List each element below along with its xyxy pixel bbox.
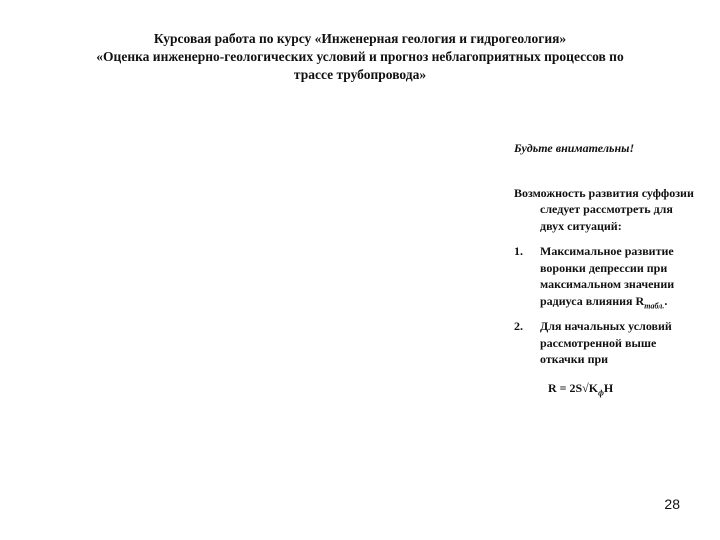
item-text-tail: .: [664, 293, 668, 308]
item-text: [540, 243, 700, 309]
warning-text: Будьте внимательны!: [514, 141, 635, 155]
title-line-1: Курсовая работа по курсу «Инженерная геология и гидрогеология»: [153, 31, 567, 46]
item-number: 2.: [514, 319, 523, 333]
intro-text: Возможность развития суффозии следует рассмотреть для двух ситуаций:: [514, 185, 694, 233]
list-item: [514, 243, 700, 309]
formula-subscript: ф: [598, 387, 604, 397]
title-line-3: трассе трубопровода»: [293, 67, 427, 82]
page-number: 28: [664, 496, 680, 512]
list-item: [514, 318, 700, 368]
formula-left: R = 2S√K: [548, 380, 599, 395]
formula-right: H: [603, 380, 614, 395]
side-note: [514, 140, 700, 396]
slide-title: [20, 30, 700, 84]
item-text-subscript: табл.: [644, 300, 665, 310]
item-number: 1.: [514, 244, 523, 258]
formula: [514, 380, 700, 397]
item-text: Для начальных условий рассмотренной выше откачки при: [540, 319, 672, 366]
item-text-main: Максимальное развитие воронки депрессии при максимальном значении радиуса влияния R: [540, 244, 675, 308]
title-line-2: «Оценка инженерно-геологических условий и прогноз неблагоприятных процессов по: [96, 49, 624, 64]
